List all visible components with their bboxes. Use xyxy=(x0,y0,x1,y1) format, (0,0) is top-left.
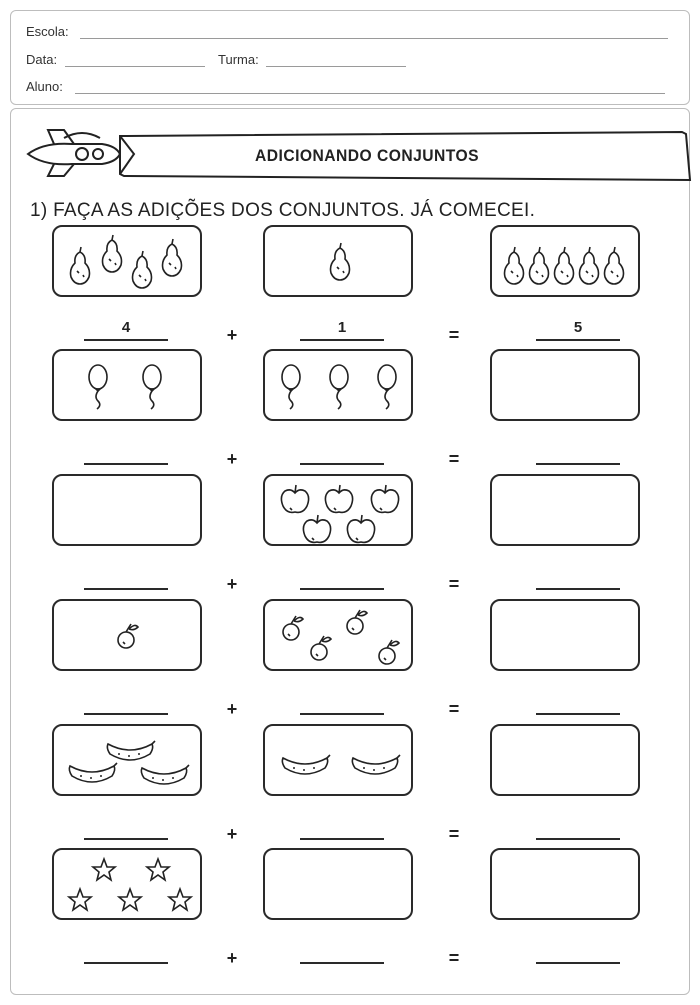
cherry-icon xyxy=(379,640,399,664)
header-form xyxy=(10,10,690,105)
pear-icon xyxy=(71,247,90,284)
answer-blank-right[interactable] xyxy=(300,838,384,840)
plus-sign: + xyxy=(226,699,238,719)
answer-blank-right[interactable] xyxy=(300,962,384,964)
answer-blank-result[interactable] xyxy=(536,339,620,341)
set-items xyxy=(265,227,411,295)
pear-icon xyxy=(331,243,350,280)
school-field[interactable] xyxy=(80,38,668,39)
pear-icon xyxy=(103,235,122,272)
student-label: Aluno: xyxy=(26,79,63,94)
answer-blank-left[interactable] xyxy=(84,838,168,840)
pear-icon xyxy=(580,247,599,284)
apple-icon xyxy=(325,485,352,512)
answer-blank-right[interactable] xyxy=(300,713,384,715)
pear-icon xyxy=(530,247,549,284)
banana-icon xyxy=(282,755,330,774)
set-items xyxy=(54,850,200,918)
answer-value: 1 xyxy=(337,319,347,336)
apple-icon xyxy=(303,515,330,542)
set-box-result xyxy=(490,599,640,671)
set-box-left xyxy=(52,848,202,920)
pear-icon xyxy=(555,247,574,284)
school-label: Escola: xyxy=(26,24,69,39)
equals-sign: = xyxy=(448,574,460,594)
balloon-icon xyxy=(330,365,348,409)
student-field[interactable] xyxy=(75,93,665,94)
cherry-icon xyxy=(283,616,303,640)
plus-sign: + xyxy=(226,948,238,968)
class-field[interactable] xyxy=(266,66,406,67)
banana-icon xyxy=(107,741,155,760)
balloon-icon xyxy=(143,365,161,409)
apple-icon xyxy=(281,485,308,512)
plus-sign: + xyxy=(226,574,238,594)
answer-blank-left[interactable] xyxy=(84,463,168,465)
set-items xyxy=(265,476,411,544)
set-box-result xyxy=(490,225,640,297)
set-box-result xyxy=(490,349,640,421)
set-items xyxy=(54,351,200,419)
star-icon xyxy=(69,889,91,910)
star-icon xyxy=(93,859,115,880)
page-title: ADICIONANDO CONJUNTOS xyxy=(255,146,480,165)
balloon-icon xyxy=(378,365,396,409)
set-items xyxy=(492,227,638,295)
cherry-icon xyxy=(118,624,138,648)
answer-blank-result[interactable] xyxy=(536,713,620,715)
set-items xyxy=(54,601,200,669)
banana-icon xyxy=(69,763,117,782)
banana-icon xyxy=(352,755,400,774)
set-box-result xyxy=(490,724,640,796)
answer-blank-result[interactable] xyxy=(536,463,620,465)
pear-icon xyxy=(163,239,182,276)
plus-sign: + xyxy=(226,449,238,469)
pear-icon xyxy=(505,247,524,284)
set-box-left xyxy=(52,225,202,297)
answer-blank-left[interactable] xyxy=(84,588,168,590)
set-box-left xyxy=(52,349,202,421)
apple-icon xyxy=(347,515,374,542)
set-box-result xyxy=(490,474,640,546)
set-box-right xyxy=(263,474,413,546)
answer-blank-result[interactable] xyxy=(536,838,620,840)
equals-sign: = xyxy=(448,824,460,844)
balloon-icon xyxy=(89,365,107,409)
answer-blank-left[interactable] xyxy=(84,713,168,715)
date-label: Data: xyxy=(26,52,58,67)
instruction-text: 1) FAÇA AS ADIÇÕES DOS CONJUNTOS. JÁ COMECEI. xyxy=(30,200,536,221)
set-box-right xyxy=(263,724,413,796)
star-icon xyxy=(147,859,169,880)
banana-icon xyxy=(141,765,189,784)
star-icon xyxy=(169,889,191,910)
answer-blank-right[interactable] xyxy=(300,588,384,590)
set-box-left xyxy=(52,724,202,796)
answer-blank-result[interactable] xyxy=(536,962,620,964)
answer-blank-right[interactable] xyxy=(300,339,384,341)
date-field[interactable] xyxy=(65,66,205,67)
answer-blank-left[interactable] xyxy=(84,962,168,964)
set-box-left xyxy=(52,599,202,671)
answer-value: 5 xyxy=(573,319,583,336)
cherry-icon xyxy=(347,610,367,634)
set-items xyxy=(265,726,411,794)
set-box-left xyxy=(52,474,202,546)
set-box-right xyxy=(263,848,413,920)
plus-sign: + xyxy=(226,325,238,345)
answer-blank-right[interactable] xyxy=(300,463,384,465)
set-items xyxy=(265,601,411,669)
balloon-icon xyxy=(282,365,300,409)
plus-sign: + xyxy=(226,824,238,844)
set-box-result xyxy=(490,848,640,920)
airplane-icon xyxy=(28,130,120,176)
set-items xyxy=(54,726,200,794)
set-items xyxy=(265,351,411,419)
pear-icon xyxy=(133,251,152,288)
equals-sign: = xyxy=(448,325,460,345)
answer-value: 4 xyxy=(121,319,131,336)
set-box-right xyxy=(263,599,413,671)
equals-sign: = xyxy=(448,449,460,469)
answer-blank-result[interactable] xyxy=(536,588,620,590)
class-label: Turma: xyxy=(218,52,259,67)
set-items xyxy=(54,227,200,295)
cherry-icon xyxy=(311,636,331,660)
equals-sign: = xyxy=(448,948,460,968)
star-icon xyxy=(119,889,141,910)
equals-sign: = xyxy=(448,699,460,719)
set-box-right xyxy=(263,349,413,421)
answer-blank-left[interactable] xyxy=(84,339,168,341)
set-box-right xyxy=(263,225,413,297)
apple-icon xyxy=(371,485,398,512)
pear-icon xyxy=(605,247,624,284)
